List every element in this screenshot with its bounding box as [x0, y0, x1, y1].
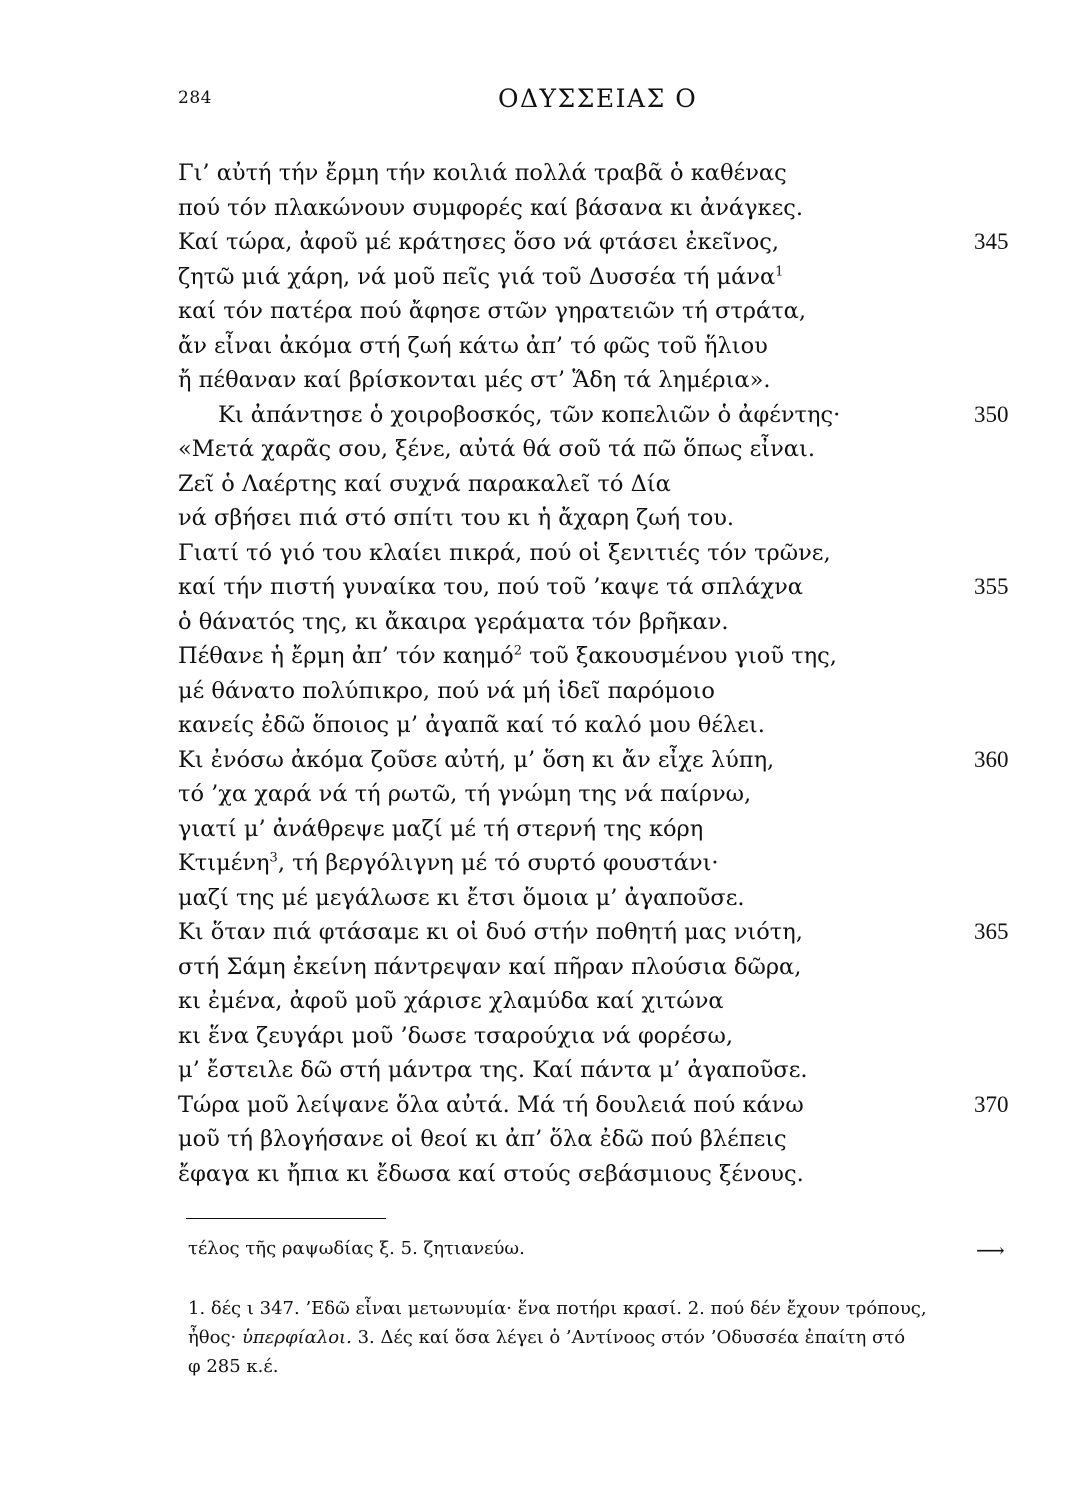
- verse-text: [178, 367, 771, 393]
- verse-line: [178, 363, 1028, 398]
- verse-line: [178, 156, 1028, 191]
- line-number: 345: [974, 229, 1009, 254]
- footnote-line-2: [188, 1323, 1028, 1352]
- verse-line: [178, 294, 1028, 329]
- verse-text: [178, 816, 703, 842]
- verse-text: [178, 919, 803, 945]
- verse-text-segment: πού τόν πλακώνουν συμφορές καί βάσανα κι ἀνάγκες.: [178, 194, 804, 221]
- verse-text-segment: Τώρα μοῦ λείψανε ὅλα αὐτά. Μά τή δουλειά πού κάνω: [178, 1091, 804, 1118]
- verse-line: [178, 191, 1028, 226]
- verse-text-segment: Κτιμένη: [178, 850, 270, 876]
- verse-text: [178, 402, 840, 428]
- verse-line: [178, 501, 1028, 536]
- footnote-text: ἦθος·: [188, 1327, 242, 1348]
- verse-line: [178, 260, 1028, 295]
- verse-line: [178, 846, 1028, 881]
- verse-text-segment: καί τήν πιστή γυναίκα του, πού τοῦ ’καψε τά σπλάχνα: [178, 574, 803, 600]
- verse-text: [178, 850, 719, 876]
- verse-line: [178, 674, 1028, 709]
- verse-line: [178, 1088, 1028, 1123]
- verse-text-segment: τό ’χα χαρά νά τή ρωτῶ, τή γνώμη της νά παίρνω,: [178, 781, 752, 807]
- footnote-line-1: 1. δές ι 347. ’Εδῶ εἶναι μετωνυμία· ἕνα ποτήρι κρασί. 2. πού δέν ἔχουν τρόπους,: [188, 1298, 927, 1319]
- verse-text: [178, 471, 671, 497]
- verse-text: [178, 954, 801, 980]
- footnote-marker: 3: [269, 850, 278, 866]
- verse-text: [178, 678, 715, 704]
- verse-line: [178, 1053, 1028, 1088]
- verse-text-segment: κι ἐμένα, ἀφοῦ μοῦ χάρισε χλαμύδα καί χιτώνα: [178, 988, 724, 1014]
- verse-text-segment: μέ θάνατο πολύπικρο, πού νά μή ἰδεῖ παρόμοιο: [178, 677, 715, 704]
- footnote-text: 3. Δές καί ὅσα λέγει ὁ ’Αντίνοος στόν ’Οδυσσέα ἐπαίτη στό: [351, 1327, 906, 1348]
- footnote-separator: [186, 1218, 386, 1219]
- verse-line: [178, 329, 1028, 364]
- verse-text-segment: Γιατί τό γιό του κλαίει πικρά, πού οἱ ξενιτιές τόν τρῶνε,: [178, 539, 831, 566]
- footnote-marker: 1: [775, 264, 784, 279]
- verse-text-segment: γιατί μ’ ἀνάθρεψε μαζί μέ τή στερνή της κόρη: [178, 815, 704, 842]
- verse-text-segment: Κι ἀπάντησε ὁ χοιροβοσκός, τῶν κοπελιῶν ὁ ἀφέντης·: [218, 401, 841, 428]
- verse-text: [178, 1161, 804, 1187]
- line-number: 350: [974, 401, 1009, 427]
- running-title: ΟΔΥΣΣΕΙΑΣ Ο: [498, 84, 698, 113]
- verse-text-segment: ζητῶ μιά χάρη, νά μοῦ πεῖς γιά τοῦ Δυσσέα τή μάνα: [178, 263, 776, 290]
- verse-text-segment: μοῦ τή βλογήσανε οἱ θεοί κι ἀπ’ ὅλα ἐδῶ πού βλέπεις: [178, 1126, 787, 1152]
- verse-line: [178, 1122, 1028, 1157]
- verse-text-segment: ὁ θάνατός της, κι ἄκαιρα γεράματα τόν βρῆκαν.: [178, 608, 729, 635]
- verse-line: [178, 950, 1028, 985]
- verse-text: [178, 574, 803, 600]
- verse-text: [178, 781, 751, 807]
- footnote-marker: 2: [513, 643, 522, 659]
- verse-text-segment: στή Σάμη ἐκείνη πάντρεψαν καί πῆραν πλούσια δῶρα,: [178, 953, 802, 980]
- verse-text: [178, 264, 783, 290]
- verse-text: [178, 1023, 733, 1049]
- verse-text-segment: κανείς ἐδῶ ὅποιος μ’ ἀγαπᾶ καί τό καλό μου θέλει.: [178, 712, 765, 738]
- verse-line: [178, 639, 1028, 674]
- verse-text-segment: Καί τώρα, ἀφοῦ μέ κράτησες ὅσο νά φτάσει ἐκεῖνος,: [178, 229, 780, 255]
- verse-line: [178, 777, 1028, 812]
- verse-line: [178, 536, 1028, 571]
- verse-line: [178, 398, 1028, 433]
- verse-text-segment: ἄν εἶναι ἀκόμα στή ζωή κάτω ἀπ’ τό φῶς τοῦ ἥλιου: [178, 332, 768, 359]
- verse-text: [178, 747, 774, 773]
- verse-text: [178, 1092, 804, 1118]
- verse-text-segment: τοῦ ξακουσμένου γιοῦ της,: [522, 643, 837, 669]
- book-end-note: τέλος τῆς ραψωδίας ξ. 5. ζητιανεύω.: [188, 1238, 525, 1259]
- verse-text-segment: Γι’ αὐτή τήν ἔρμη τήν κοιλιά πολλά τραβᾶ ὁ καθένας: [178, 160, 787, 186]
- verse-text-segment: Κι ὅταν πιά φτάσαμε κι οἱ δυό στήν ποθητή μας νιότη,: [178, 919, 803, 945]
- verse-text: [178, 643, 837, 669]
- verse-line: [178, 812, 1028, 847]
- page-number: 284: [178, 88, 212, 108]
- verse-text-segment: ἤ πέθαναν καί βρίσκονται μές στ’ Ἅδη τά λημέρια».: [178, 367, 771, 393]
- verse-text: [178, 160, 787, 186]
- verse-text-segment: μαζί της μέ μεγάλωσε κι ἔτσι ὅμοια μ’ ἀγαποῦσε.: [178, 884, 745, 911]
- verse-text: [178, 436, 815, 462]
- verse-text-segment: καί τόν πατέρα πού ἄφησε στῶν γηρατειῶν τή στράτα,: [178, 298, 807, 324]
- verse-text-segment: «Μετά χαρᾶς σου, ξένε, αὐτά θά σοῦ τά πῶ ὅπως εἶναι.: [178, 436, 815, 462]
- verse-text: [178, 333, 768, 359]
- verse-line: [178, 708, 1028, 743]
- verse-text-segment: νά σβήσει πιά στό σπίτι του κι ἡ ἄχαρη ζωή του.: [178, 505, 735, 531]
- verse-text: [178, 229, 779, 255]
- verse-line: [178, 915, 1028, 950]
- verse-text: [178, 505, 734, 531]
- verse-line: [178, 984, 1028, 1019]
- line-number: 360: [974, 746, 1009, 772]
- verse-text: [178, 195, 803, 221]
- verse-line: [178, 881, 1028, 916]
- line-number: 365: [974, 919, 1009, 944]
- verse-text-segment: Ζεῖ ὁ Λαέρτης καί συχνά παρακαλεῖ τό Δία: [178, 470, 671, 497]
- poem-text: [178, 156, 1028, 1191]
- footnotes: [188, 1294, 1028, 1381]
- verse-text-segment: Πέθανε ἡ ἔρμη ἀπ’ τόν καημό: [178, 643, 514, 669]
- verse-line: [178, 1019, 1028, 1054]
- verse-line: [178, 1157, 1028, 1192]
- verse-text: [178, 712, 765, 738]
- verse-line: [178, 467, 1028, 502]
- verse-text-segment: μ’ ἔστειλε δῶ στή μάντρα της. Καί πάντα μ’ ἀγαποῦσε.: [178, 1057, 808, 1083]
- verse-text: [178, 1057, 808, 1083]
- verse-line: [178, 432, 1028, 467]
- verse-text: [178, 1126, 787, 1152]
- verse-line: [178, 570, 1028, 605]
- verse-text-segment: κι ἕνα ζευγάρι μοῦ ’δωσε τσαρούχια νά φορέσω,: [178, 1022, 734, 1049]
- verse-line: [178, 225, 1028, 260]
- verse-text-segment: ἔφαγα κι ἤπια κι ἔδωσα καί στούς σεβάσμιους ξένους.: [178, 1160, 804, 1187]
- verse-text-segment: , τή βεργόλιγνη μέ τό συρτό φουστάνι·: [277, 850, 719, 876]
- verse-text: [178, 540, 831, 566]
- verse-text-segment: Κι ἐνόσω ἀκόμα ζοῦσε αὐτή, μ’ ὅση κι ἄν εἶχε λύπη,: [178, 746, 775, 773]
- footnote-italic-term: ὑπερφίαλοι.: [241, 1327, 352, 1348]
- line-number: 370: [974, 1091, 1009, 1117]
- verse-line: [178, 743, 1028, 778]
- verse-text: [178, 609, 729, 635]
- footnote-line-3: φ 285 κ.έ.: [188, 1356, 279, 1377]
- continue-arrow-icon: ⟶: [976, 1238, 1005, 1262]
- verse-text: [178, 988, 724, 1014]
- verse-text: [178, 298, 806, 324]
- verse-line: [178, 605, 1028, 640]
- line-number: 355: [974, 574, 1009, 599]
- verse-text: [178, 885, 745, 911]
